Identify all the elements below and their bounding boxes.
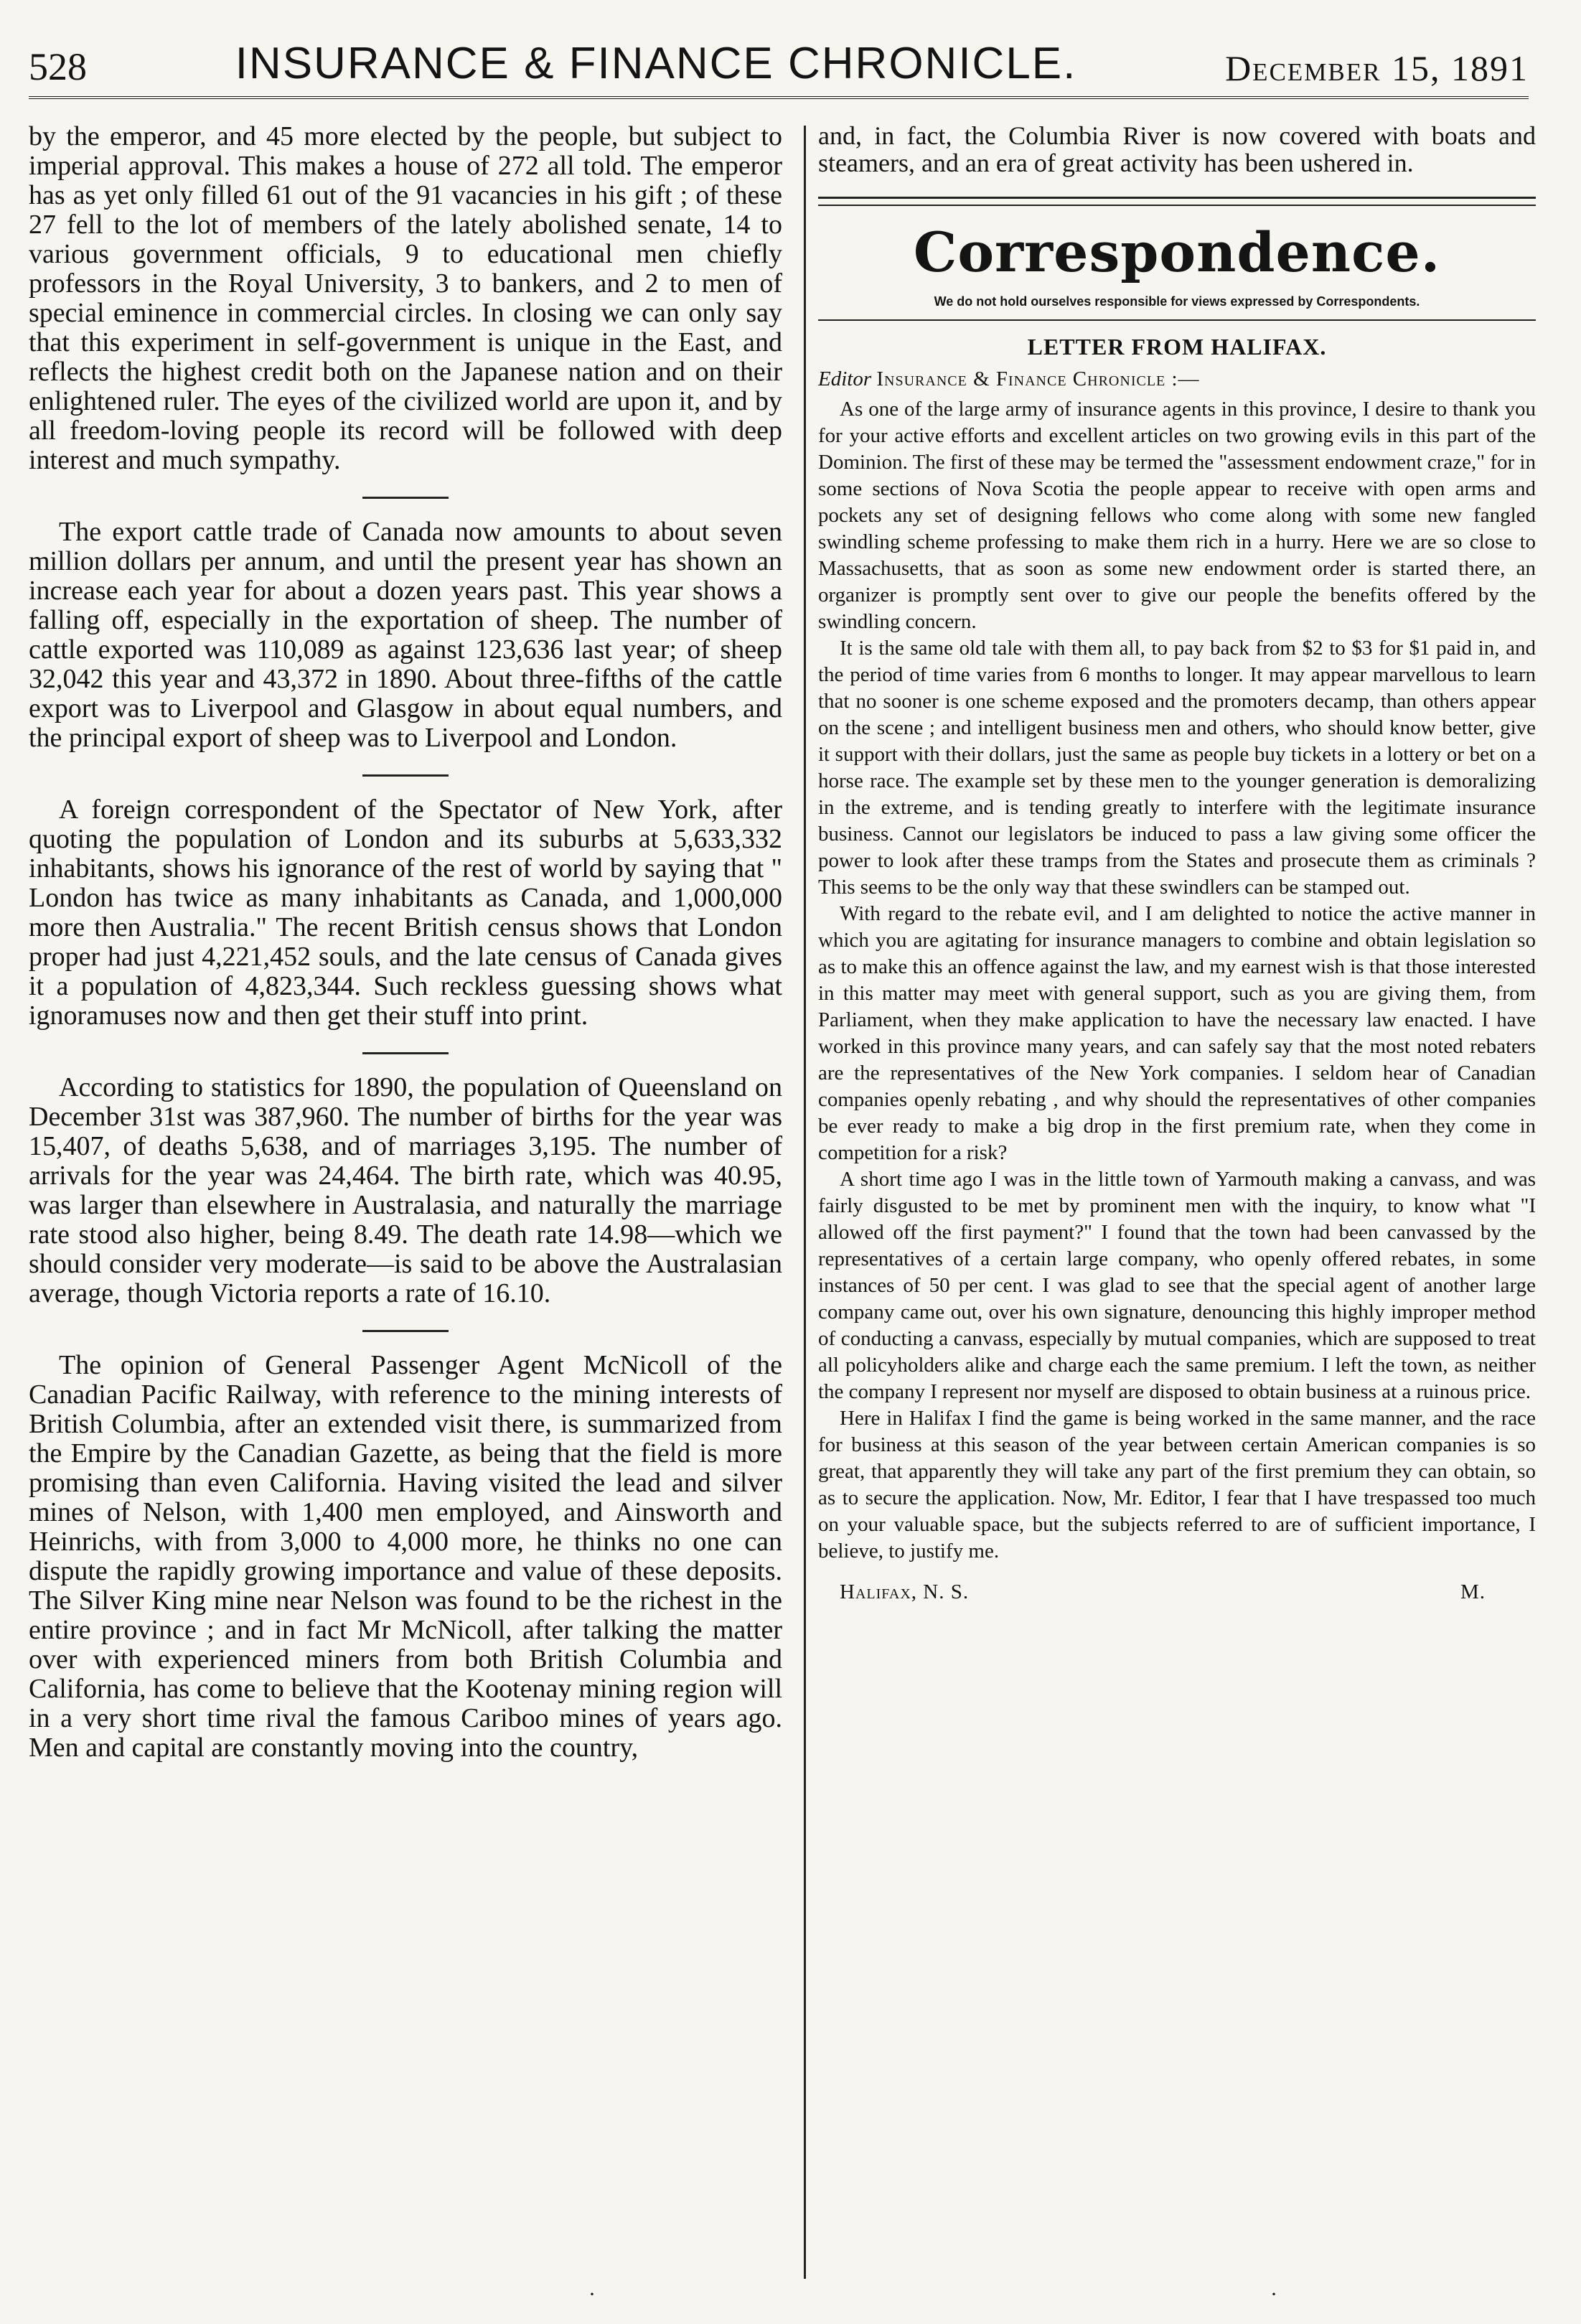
- speck-dot: ·: [588, 2282, 596, 2306]
- salutation-editor: Editor: [818, 367, 872, 390]
- section-heading: Correspondence.: [913, 220, 1441, 284]
- page-header: [29, 34, 1529, 99]
- letter-salutation: [818, 366, 1536, 392]
- article-paragraph: The opinion of General Passenger Agent McNicoll of the Canadian Pacific Railway, with reference to the mining interests of British Columbia, after an extended visit there, is summarized from the Empire by the Canadian Gazette, as being that the field is more promising than even California. Having visited the lead and silver mines of Nelson, with 1,400 men employed, and Ainsworth and Heinrichs, with from 3,000 to 4,000 more, he thinks no one can dispute the rapidly growing importance and value of these deposits. The Silver King mine near Nelson was found to be the richest in the entire province ; and in fact Mr McNicoll, after talking the matter over with experienced miners from both British Columbia and California, has come to believe that the Kootenay mining region will in a very short time rival the famous Cariboo mines of years ago. Men and capital are constantly moving into the country,: [29, 1350, 782, 1763]
- salutation-paper: Insurance & Finance Chronicle :—: [876, 367, 1200, 390]
- print-specks: [0, 2282, 1581, 2311]
- page-number: 528: [29, 45, 87, 88]
- item-separator: [362, 1330, 449, 1332]
- article-paragraph: A foreign correspondent of the Spectator of New York, after quoting the population of London and its suburbs at 5,633,332 inhabitants, shows his ignorance of the rest of world by saying that " London has twice as many inhabitants as Canada, and 1,000,000 more then Australia." The recent British census shows that London proper had just 4,221,452 souls, and the late census of Canada gives it a population of 4,823,344. Such reckless guessing shows what ignoramuses now and then get their stuff into print.: [29, 795, 782, 1031]
- speck-dot: ·: [1270, 2282, 1277, 2306]
- issue-date: December 15, 1891: [1225, 48, 1529, 88]
- item-separator: [362, 774, 449, 777]
- article-paragraph: The export cattle trade of Canada now amounts to about seven million dollars per annum, and until the present year has shown an increase each year for about a dozen years past. This year shows a falling off, especially in the exportation of sheep. The number of cattle exported was 110,089 as against 123,636 last year; of sheep 32,042 this year and 43,372 in 1890. About three-fifths of the cattle export was to Liverpool and Glasgow in about equal numbers, and the principal export of sheep was to Liverpool and London.: [29, 517, 782, 753]
- letter-paragraph: As one of the large army of insurance agents in this province, I desire to thank you for your active efforts and excellent articles on two growing evils in this part of the Dominion. The first of these may be termed the "assessment endowment craze," for in some sections of Nova Scotia the people appear to receive with open arms and pockets any set of designing fellows who come along with some new fangled swindling scheme professing to make them rich in a hurry. Here we are so close to Massachusetts, that as soon as some new endowment order is started there, an organizer is promptly sent over to give our people the benefits offered by the swindling concern.: [818, 398, 1536, 633]
- article-paragraph: by the emperor, and 45 more elected by the people, but subject to imperial approval. This makes a house of 272 all told. The emperor has as yet only filled 61 out of the 91 vacancies in his gift ; of these 27 fell to the lot of members of the lately abolished senate, 14 to various government officials, 9 to educational men chiefly professors in the Royal University, 3 to bankers, and 2 to men of special eminence in commercial circles. In closing we can only say that this experiment in self-government is unique in the East, and reflects the highest credit both on the Japanese nation and on their enlightened ruler. The eyes of the civilized world are upon it, and by all freedom-loving people its record will be followed with deep interest and much sympathy.: [29, 121, 782, 475]
- item-separator: [362, 1052, 449, 1054]
- left-column: [29, 122, 782, 1763]
- letter-paragraph: With regard to the rebate evil, and I am delighted to notice the active manner in which you are agitating for insurance managers to combine and obtain legislation so as to make this an offence against the law, and my earnest wish is that those interested in this matter may meet with general support, such as you are giving them, from Parliament, when they make application to have the necessary law enacted. I have worked in this province many years, and can safely say that the most noted rebaters are the representatives of the New York companies. I seldom hear of Canadian companies openly rebating , and why should the representatives of other companies be ever ready to make a big drop in the first premium rate, when they come in competition for a risk?: [818, 902, 1536, 1164]
- section-rule: [818, 197, 1536, 206]
- signoff-place: Halifax, N. S.: [840, 1580, 970, 1603]
- letter-title: LETTER FROM HALIFAX.: [1027, 334, 1327, 360]
- continued-paragraph: and, in fact, the Columbia River is now covered with boats and steamers, and an era of great activity has been ushered in.: [818, 121, 1536, 177]
- publication-title: INSURANCE & FINANCE CHRONICLE.: [235, 39, 1077, 88]
- right-column: [818, 122, 1536, 1604]
- letter-paragraph: It is the same old tale with them all, to pay back from $2 to $3 for $1 paid in, and the period of time varies from 6 months to longer. It may appear marvellous to learn that no sooner is one scheme exposed and the promoters decamp, than others appear on the scene ; and intelligent business men and others, who should know better, give it support with their dollars, just the same as people buy tickets in a lottery or bet on a horse race. The example set by these men to the younger generation is demoralizing in the extreme, and is tending greatly to interfere with the legitimate insurance business. Cannot our legislators be induced to pass a law giving some officer the power to look after these tramps from the States and prosecute them as criminals ? This seems to be the only way that these swindlers can be stamped out.: [818, 637, 1536, 899]
- heading-rule: [818, 319, 1536, 321]
- letter-paragraph: A short time ago I was in the little town of Yarmouth making a canvass, and was fairly disgusted to be met by prominent men with the inquiry, to know what "I allowed off the first payment?" I found that the town had been canvassed by the representatives of a certain large company, who openly offered rebates, in some instances of 50 per cent. I was glad to see that the special agent of another large company came out, over his own signature, denouncing this highly improper method of conducting a canvass, especially by mutual companies, which are supposed to treat all policyholders alike and charge each the same premium. I left the town, as neither the company I represent nor myself are disposed to obtain business at a ruinous price.: [818, 1168, 1536, 1403]
- signoff-initial: M.: [1460, 1580, 1486, 1603]
- item-separator: [362, 497, 449, 499]
- letter-signoff: [818, 1580, 1536, 1604]
- column-divider: [804, 126, 806, 2279]
- correspondence-disclaimer: We do not hold ourselves responsible for views expressed by Correspondents.: [934, 294, 1420, 309]
- article-paragraph: According to statistics for 1890, the population of Queensland on December 31st was 387,960. The number of births for the year was 15,407, of deaths 5,638, and of marriages 3,195. The number of arrivals for the year was 24,464. The birth rate, which was 40.95, was larger than elsewhere in Australasia, and naturally the marriage rate stood also higher, being 8.49. The death rate 14.98—which we should consider very moderate—is said to be above the Australasian average, though Victoria reports a rate of 16.10.: [29, 1072, 782, 1308]
- letter-paragraph: Here in Halifax I find the game is being worked in the same manner, and the race for business at this season of the year between certain American companies is so great, that apparently they will take any part of the first premium they can obtain, so as to secure the application. Now, Mr. Editor, I fear that I have trespassed too much on your valuable space, but the subjects referred to are of sufficient importance, I believe, to justify me.: [818, 1407, 1536, 1562]
